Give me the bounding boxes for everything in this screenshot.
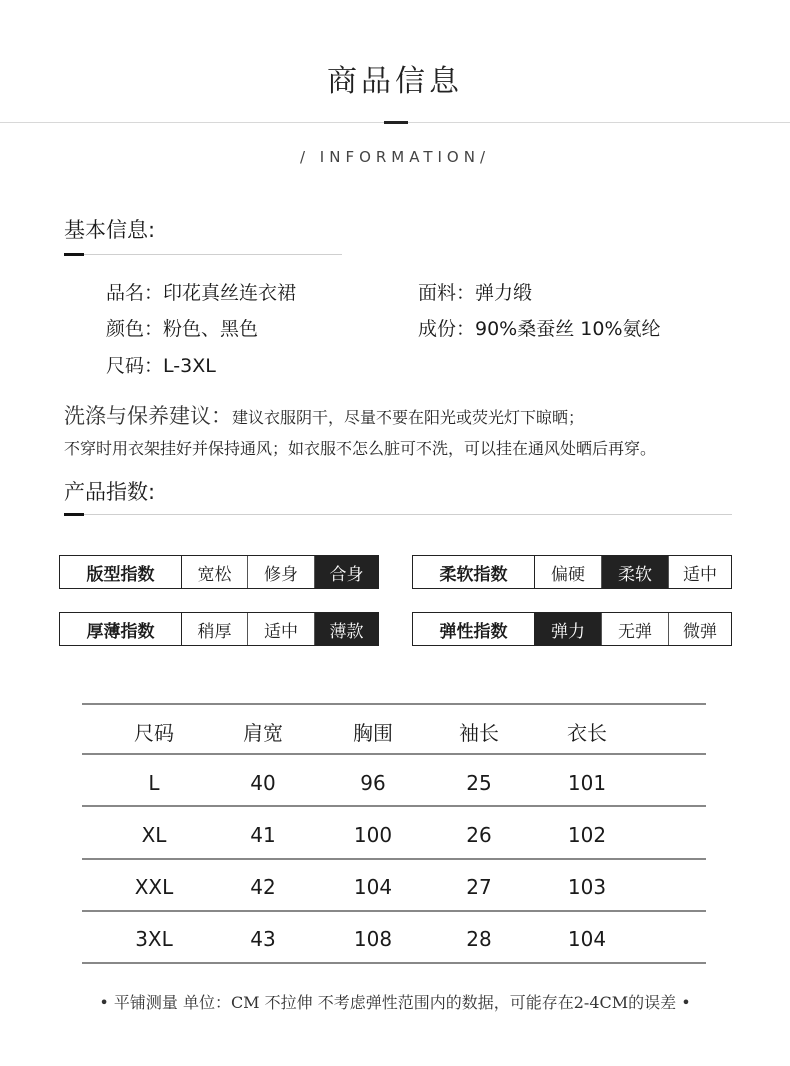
table-cell: XL bbox=[141, 823, 167, 847]
thickness-index-bar bbox=[59, 612, 379, 646]
page-subtitle: / INFORMATION/ bbox=[299, 148, 491, 166]
table-cell: 25 bbox=[466, 771, 492, 795]
table-row-rule bbox=[82, 858, 706, 860]
product-index-rule bbox=[64, 514, 732, 515]
elasticity-option-slight: 微弹 bbox=[683, 621, 717, 642]
care-label: 洗涤与保养建议： bbox=[64, 404, 232, 428]
care-line-1: 建议衣服阴干，尽量不要在阳光或荧光灯下晾晒； bbox=[232, 408, 585, 427]
thickness-option-thick: 稍厚 bbox=[182, 613, 248, 645]
table-header-length: 衣长 bbox=[567, 720, 607, 745]
table-cell: 100 bbox=[353, 823, 393, 847]
fit-index-bar bbox=[59, 555, 379, 589]
table-row bbox=[82, 757, 706, 809]
table-cell: 104 bbox=[353, 875, 393, 899]
fit-index-label: 版型指数 bbox=[60, 556, 182, 588]
softness-index-label: 柔软指数 bbox=[413, 556, 535, 588]
table-row bbox=[82, 809, 706, 861]
table-cell: 104 bbox=[567, 927, 607, 951]
table-cell: 101 bbox=[567, 771, 607, 795]
table-cell: 108 bbox=[353, 927, 393, 951]
table-cell: XXL bbox=[134, 875, 174, 899]
table-cell: L bbox=[148, 771, 160, 795]
table-cell: 41 bbox=[250, 823, 276, 847]
elasticity-index-label: 弹性指数 bbox=[413, 613, 535, 645]
table-row-rule bbox=[82, 805, 706, 807]
product-fabric: 面料：弹力缎 bbox=[418, 282, 533, 304]
elasticity-option-none: 无弹 bbox=[602, 613, 669, 645]
basic-info-rule bbox=[64, 254, 342, 255]
table-cell: 3XL bbox=[135, 927, 173, 951]
table-bottom-rule bbox=[82, 962, 706, 964]
product-composition: 成份：90%桑蚕丝 10%氨纶 bbox=[418, 318, 661, 340]
table-cell: 43 bbox=[250, 927, 276, 951]
basic-info-dash bbox=[64, 253, 84, 256]
basic-info-heading: 基本信息: bbox=[64, 218, 156, 242]
thickness-option-thin: 薄款 bbox=[315, 613, 378, 645]
table-header-size: 尺码 bbox=[134, 720, 174, 745]
table-header-bust: 胸围 bbox=[353, 720, 393, 745]
table-header-sleeve: 袖长 bbox=[459, 720, 499, 745]
measurement-note: • 平铺测量 单位：CM 不拉伸 不考虑弹性范围内的数据，可能存在2-4CM的误差 • bbox=[99, 993, 691, 1012]
care-advice bbox=[64, 400, 584, 430]
table-cell: 42 bbox=[250, 875, 276, 899]
softness-index-bar bbox=[412, 555, 732, 589]
table-row-rule bbox=[82, 753, 706, 755]
product-name: 品名：印花真丝连衣裙 bbox=[106, 282, 297, 304]
table-header-shoulder: 肩宽 bbox=[243, 720, 283, 745]
product-color: 颜色：粉色、黑色 bbox=[106, 318, 259, 340]
table-cell: 103 bbox=[567, 875, 607, 899]
table-cell: 28 bbox=[466, 927, 492, 951]
table-row-rule bbox=[82, 910, 706, 912]
table-cell: 102 bbox=[567, 823, 607, 847]
header-dash bbox=[384, 121, 408, 124]
care-line-2: 不穿时用衣架挂好并保持通风；如衣服不怎么脏可不洗，可以挂在通风处晒后再穿。 bbox=[64, 439, 657, 458]
elasticity-option-stretch: 弹力 bbox=[535, 613, 602, 645]
table-cell: 40 bbox=[250, 771, 276, 795]
thickness-option-medium: 适中 bbox=[248, 613, 315, 645]
softness-option-soft: 柔软 bbox=[602, 556, 669, 588]
table-row bbox=[82, 913, 706, 965]
table-cell: 27 bbox=[466, 875, 492, 899]
table-cell: 96 bbox=[360, 771, 386, 795]
thickness-index-label: 厚薄指数 bbox=[60, 613, 182, 645]
page-title: 商品信息 bbox=[327, 64, 463, 99]
table-header-row bbox=[82, 705, 706, 757]
table-row bbox=[82, 861, 706, 913]
fit-option-slim: 修身 bbox=[248, 556, 315, 588]
elasticity-index-bar bbox=[412, 612, 732, 646]
product-index-heading: 产品指数: bbox=[64, 480, 156, 504]
product-index-dash bbox=[64, 513, 84, 516]
fit-option-regular: 合身 bbox=[315, 556, 378, 588]
softness-option-stiff: 偏硬 bbox=[535, 556, 602, 588]
table-cell: 26 bbox=[466, 823, 492, 847]
product-size-range: 尺码：L-3XL bbox=[106, 355, 216, 377]
fit-option-loose: 宽松 bbox=[182, 556, 248, 588]
softness-option-medium: 适中 bbox=[683, 564, 717, 585]
